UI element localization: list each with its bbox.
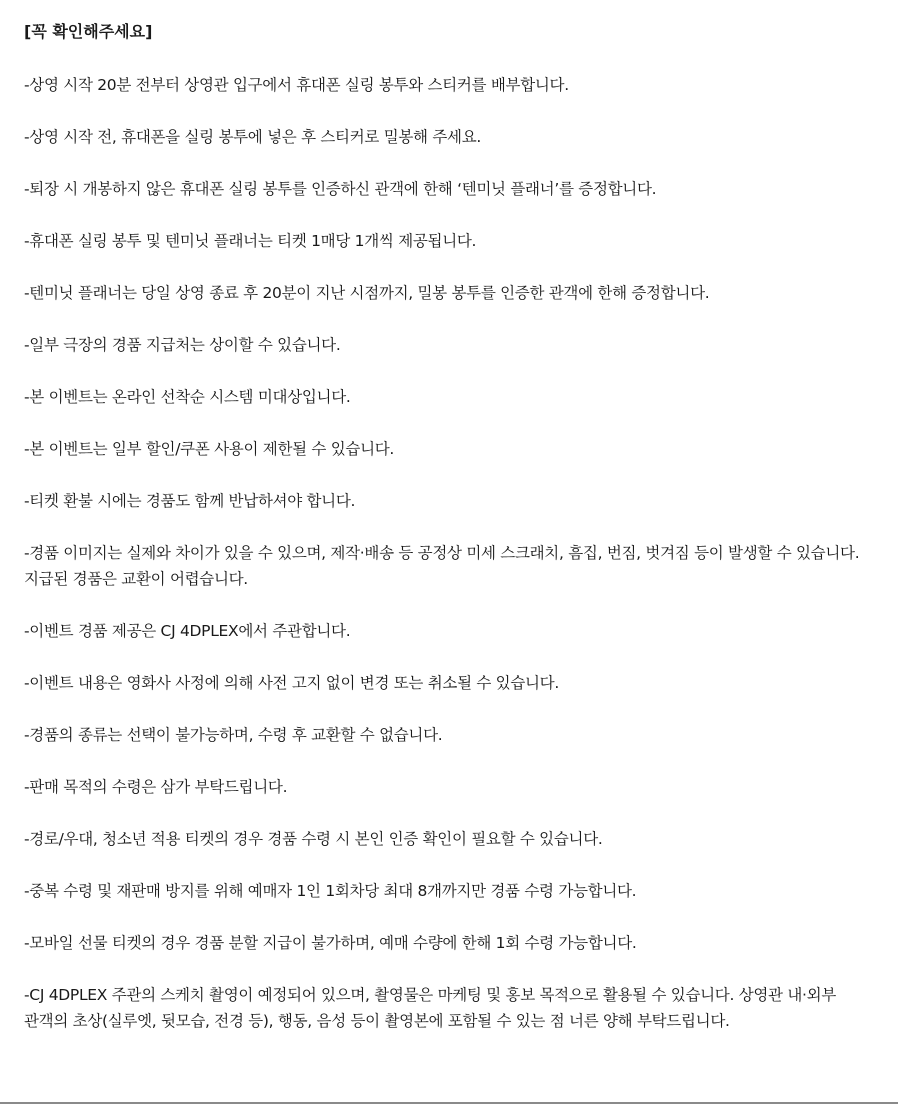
notice-item: -중복 수령 및 재판매 방지를 위해 예매자 1인 1회차당 최대 8개까지만 경품 수령 가능합니다.: [24, 882, 637, 900]
notice-title: [꼭 확인해주세요]: [24, 22, 153, 41]
notice-item: -티켓 환불 시에는 경품도 함께 반납하셔야 합니다.: [24, 492, 356, 510]
bottom-divider: [0, 1102, 898, 1104]
notice-item: -경품의 종류는 선택이 불가능하며, 수령 후 교환할 수 없습니다.: [24, 726, 443, 744]
notice-item: -휴대폰 실링 봉투 및 텐미닛 플래너는 티켓 1매당 1개씩 제공됩니다.: [24, 232, 477, 250]
notice-item: -모바일 선물 티켓의 경우 경품 분할 지급이 불가하며, 예매 수량에 한해 1회 수령 가능합니다.: [24, 934, 637, 952]
notice-item: -이벤트 경품 제공은 CJ 4DPLEX에서 주관합니다.: [24, 622, 351, 640]
notice-item: -본 이벤트는 온라인 선착순 시스템 미대상입니다.: [24, 388, 351, 406]
notice-item: -일부 극장의 경품 지급처는 상이할 수 있습니다.: [24, 336, 341, 354]
notice-item: -본 이벤트는 일부 할인/쿠폰 사용이 제한될 수 있습니다.: [24, 440, 395, 458]
notice-item: -경로/우대, 청소년 적용 티켓의 경우 경품 수령 시 본인 인증 확인이 필요할 수 있습니다.: [24, 830, 603, 848]
notice-item: -퇴장 시 개봉하지 않은 휴대폰 실링 봉투를 인증하신 관객에 한해 ‘텐미닛 플래너’를 증정합니다.: [24, 180, 657, 198]
notice-list: [24, 72, 876, 1034]
notice-item: -판매 목적의 수령은 삼가 부탁드립니다.: [24, 778, 288, 796]
notice-item: -CJ 4DPLEX 주관의 스케치 촬영이 예정되어 있으며, 촬영물은 마케팅 및 홍보 목적으로 활용될 수 있습니다. 상영관 내·외부 관객의 초상(실루엣, 뒷모습, 전경 등), 행동, 음성 등이 촬영본에 포함될 수 있는 점 너른 양해 부탁드립니다.: [24, 986, 837, 1030]
notice-item: -상영 시작 전, 휴대폰을 실링 봉투에 넣은 후 스티커로 밀봉해 주세요.: [24, 128, 481, 146]
notice-item: -이벤트 내용은 영화사 사정에 의해 사전 고지 없이 변경 또는 취소될 수 있습니다.: [24, 674, 559, 692]
notice-item: -상영 시작 20분 전부터 상영관 입구에서 휴대폰 실링 봉투와 스티커를 배부합니다.: [24, 76, 569, 94]
notice-item: -경품 이미지는 실제와 차이가 있을 수 있으며, 제작·배송 등 공정상 미세 스크래치, 흠집, 번짐, 벗겨짐 등이 발생할 수 있습니다. 지급된 경품은 교환이 어렵습니다.: [24, 544, 860, 588]
notice-item: -텐미닛 플래너는 당일 상영 종료 후 20분이 지난 시점까지, 밀봉 봉투를 인증한 관객에 한해 증정합니다.: [24, 284, 710, 302]
